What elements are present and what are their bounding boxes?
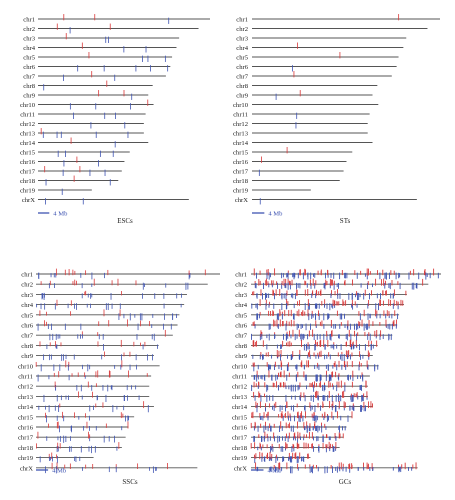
chromosome-label: chr11 <box>232 373 247 381</box>
chromosome-label: chr8 <box>236 83 248 90</box>
chromosome-label: chr2 <box>23 26 35 33</box>
chromosome-label: chr4 <box>23 45 35 52</box>
chromosome-label: chr18 <box>231 444 247 452</box>
scale-bar-label: 4 Mb <box>268 210 283 218</box>
chromosome-label: chr9 <box>236 92 248 100</box>
chromosome-label: chr15 <box>232 149 248 157</box>
chromosome-label: chr5 <box>236 54 248 62</box>
chromosome-label: chr14 <box>17 404 33 412</box>
chromosome-label: chr10 <box>231 363 247 371</box>
chromosome-label: chr14 <box>232 140 248 147</box>
chromosome-label: chr3 <box>21 291 33 299</box>
chromosome-label: chr19 <box>231 455 247 463</box>
scale-bar-label: 4 Mb <box>267 467 282 475</box>
panel-title: STs <box>339 217 351 225</box>
chromosome-label: chr13 <box>232 130 248 138</box>
chromosome-label: chr1 <box>21 271 33 279</box>
chromosome-label: chr15 <box>231 414 247 422</box>
chromosome-label: chr6 <box>21 322 33 330</box>
chromosome-label: chr13 <box>231 393 247 401</box>
chromosome-label: chr11 <box>233 111 248 119</box>
chromosome-label: chr12 <box>19 121 35 128</box>
chromosome-label: chr14 <box>19 140 35 147</box>
chromosome-label: chr16 <box>17 424 33 432</box>
chromosome-label: chr15 <box>19 149 35 157</box>
chromosome-label: chr7 <box>21 332 33 340</box>
chromosome-label: chr17 <box>231 434 247 442</box>
panel-gcs <box>232 268 441 486</box>
chromosome-label: chr12 <box>17 383 33 391</box>
chromosome-label: chr1 <box>235 271 247 279</box>
chromosome-label: chr17 <box>232 168 248 176</box>
chromosome-label: chr5 <box>235 312 247 320</box>
chromosome-label: chr5 <box>21 312 33 320</box>
chromosome-label: chr4 <box>21 302 33 310</box>
chromosome-label: chr19 <box>17 455 33 463</box>
chromosome-label: chr10 <box>232 102 248 109</box>
chromosome-label: chr2 <box>236 26 248 33</box>
chromosome-label: chr6 <box>236 64 248 71</box>
chromosome-label: chr18 <box>19 178 35 185</box>
scale-bar-label: 4 Mb <box>52 467 67 475</box>
chromosome-label: chr4 <box>236 45 248 52</box>
chromosome-label: chrX <box>19 465 33 473</box>
panel-sscs <box>18 269 220 486</box>
chromosome-label: chr18 <box>232 178 248 185</box>
chromosome-label: chr4 <box>235 302 247 310</box>
chromosome-label: chr13 <box>19 130 35 138</box>
chromosome-label: chr8 <box>21 342 33 350</box>
chromosome-label: chr2 <box>235 281 247 289</box>
chromosome-label: chr9 <box>235 353 247 361</box>
chromosome-label: chr15 <box>17 414 33 422</box>
chromosome-label: chr18 <box>17 444 33 452</box>
panel-sts <box>233 14 440 225</box>
chromosome-label: chr1 <box>23 16 35 24</box>
chromosome-label: chr7 <box>236 73 248 81</box>
chromosome-label: chr2 <box>21 281 33 289</box>
chromosome-label: chr1 <box>236 16 248 24</box>
chromosome-label: chr12 <box>231 383 247 391</box>
chromosome-label: chr10 <box>17 363 33 371</box>
chromosome-label: chr10 <box>19 102 35 109</box>
panel-escs <box>20 14 210 225</box>
chromosome-label: chr16 <box>231 424 247 432</box>
chromosome-label: chr6 <box>235 322 247 330</box>
scale-bar-label: 4 Mb <box>53 210 68 218</box>
chromosome-label: chr11 <box>18 373 33 381</box>
chromosome-label: chr6 <box>23 64 35 71</box>
chromosome-label: chr9 <box>23 92 35 100</box>
chromosome-label: chr19 <box>19 187 35 195</box>
chromosome-label: chrX <box>233 465 247 473</box>
chromosome-label: chr7 <box>235 332 247 340</box>
panel-title: SSCs <box>122 478 138 486</box>
chromosome-label: chr7 <box>23 73 35 81</box>
panel-title: ESCs <box>117 217 133 225</box>
chromosome-label: chr9 <box>21 353 33 361</box>
chromosome-label: chr17 <box>17 434 33 442</box>
chromosome-label: chrX <box>21 197 35 204</box>
chromosome-label: chr5 <box>23 54 35 62</box>
chromosome-label: chr16 <box>19 159 35 166</box>
chromosome-label: chr3 <box>236 35 248 43</box>
chromosome-label: chr8 <box>235 342 247 350</box>
chromosome-label: chr13 <box>17 393 33 401</box>
chromosome-label: chr3 <box>235 291 247 299</box>
panel-title: GCs <box>338 478 352 486</box>
chromosome-label: chr11 <box>20 111 35 119</box>
chromosome-label: chr3 <box>23 35 35 43</box>
chromosome-label: chrX <box>234 197 248 204</box>
chromosome-label: chr16 <box>232 159 248 166</box>
chromosome-label: chr14 <box>231 404 247 412</box>
chromosome-label: chr12 <box>232 121 248 128</box>
chromosome-label: chr8 <box>23 83 35 90</box>
chromosome-label: chr17 <box>19 168 35 176</box>
chromosome-label: chr19 <box>232 187 248 195</box>
